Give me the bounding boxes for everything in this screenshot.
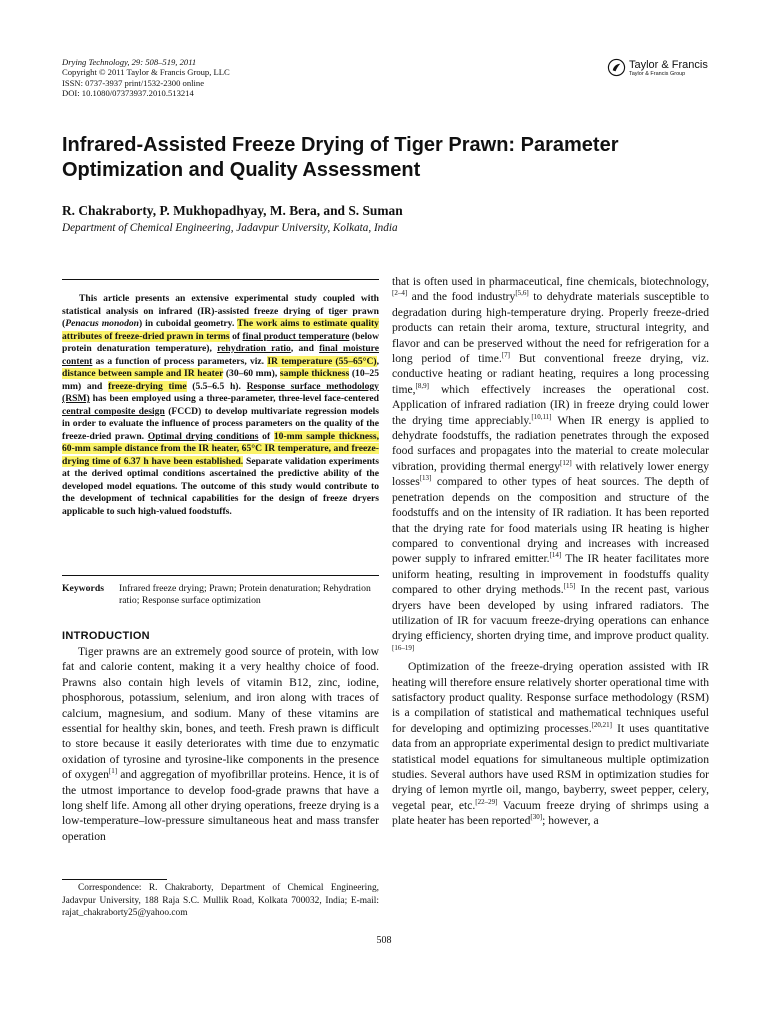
keywords xyxy=(62,583,379,607)
text-run: (FCCD) to develop multivariate regression models in order to evaluate the influence of process parameters on the quality of the freeze-dried prawn. xyxy=(62,405,379,442)
text-run: (10–25 mm) and xyxy=(62,368,380,392)
text-run: has been employed using a three-parameter, three-level face-centered xyxy=(89,393,379,404)
text-run: and aggregation of myofibrillar proteins. Hence, it is of the utmost importance to develop food-grade prawns that have a long shelf life. Among all other drying operations, freeze drying is a low-temperature–low-pressure simultaneous heat and mass transfer operation xyxy=(62,768,379,843)
text-run: freeze-drying time xyxy=(108,380,187,392)
abstract-top-rule xyxy=(62,279,379,280)
body-column-left xyxy=(62,644,379,844)
paragraph xyxy=(62,644,379,844)
paragraph xyxy=(392,274,709,659)
text-run: to dehydrate materials susceptible to degradation during high-temperature drying. Properly freeze-dried products can retain their aroma, texture, structural integrity, and flavor and can be preserved without the need for refrigeration for a long period of time. xyxy=(392,290,709,366)
text-run: This article presents an extensive experimental study coupled with statistical analysis on infrared (IR)-assisted freeze drying of tiger prawn ( xyxy=(62,293,379,329)
citation-ref: [12] xyxy=(560,459,572,468)
citation-ref: [2–4] xyxy=(392,289,408,298)
text-run: 10-mm sample thickness, 60-mm sample distance from the IR heater, 65°C IR temperature, and freeze-drying time of 6.37 h have been established. xyxy=(62,430,379,467)
section-heading-introduction: INTRODUCTION xyxy=(62,630,150,642)
text-run: sample thickness xyxy=(279,368,350,379)
citation-ref: [15] xyxy=(563,582,576,591)
abstract xyxy=(62,293,379,518)
affiliation: Department of Chemical Engineering, Jadavpur University, Kolkata, India xyxy=(62,222,398,234)
doi-line: DOI: 10.1080/07373937.2010.513214 xyxy=(62,87,194,98)
body-column-right xyxy=(392,274,709,829)
publisher-group: Taylor & Francis Group xyxy=(629,71,686,77)
citation-ref: [30] xyxy=(530,813,543,822)
text-run: ) in cuboidal geometry. xyxy=(139,318,238,329)
text-run: The work aims to estimate quality attributes of freeze-dried prawn in terms xyxy=(62,318,379,342)
author-list: R. Chakraborty, P. Mukhopadhyay, M. Bera, and S. Suman xyxy=(62,203,403,218)
text-run: (5.5–6.5 h). xyxy=(186,380,247,392)
text-run: distance between sample and IR heater xyxy=(62,368,224,379)
publisher-name: Taylor & Francis xyxy=(629,59,708,71)
keywords-text: Infrared freeze drying; Prawn; Protein denaturation; Rehydration ratio; Response surface optimization xyxy=(119,583,371,606)
text-run: and the food industry xyxy=(407,290,516,304)
citation-ref: [10,11] xyxy=(531,412,552,421)
citation-ref: [14] xyxy=(549,551,562,560)
publisher-logo-icon xyxy=(607,58,626,77)
text-run: It uses quantitative data from an appropriate experimental design to predict multivariate statistical model equations for simultaneous multiple optimization studies. Several authors have used RSM in optimization studies for drying of lemon myrtle oil, mango, bayberry, sweet pepper, celery, vegetal pear, etc. xyxy=(392,721,709,812)
text-run: final moisture content xyxy=(62,343,379,367)
text-run: , and xyxy=(290,343,320,354)
text-run: The IR heater facilitates more uniform heating, resulting in improvement in foodstuffs quality compared to other drying methods. xyxy=(392,552,709,597)
text-run: Optimization of the freeze-drying operation assisted with IR heating will therefore ensure relatively shorter operational time with satisfactory product quality. Response surface methodology (RSM) is a compilation of statistical and mathematical techniques useful for developing and optimizing processes. xyxy=(392,660,709,735)
text-run: (below protein denaturation temperature), xyxy=(62,330,380,354)
citation-ref: [13] xyxy=(419,474,432,483)
text-run: In the recent past, various dryers have been developed by using infrared radiators. The utilization of IR for vacuum freeze-drying operations can enhance drying efficiency, shorten drying time, and improve product quality. xyxy=(392,583,709,643)
article-title: Infrared-Assisted Freeze Drying of Tiger Prawn: Parameter Optimization and Quality Assessment xyxy=(62,134,619,181)
text-run: with relatively lower energy losses xyxy=(392,459,710,489)
text-run: rehydration ratio xyxy=(217,343,291,354)
text-run: of xyxy=(258,430,274,442)
issn-line: ISSN: 0737-3937 print/1532-2300 online xyxy=(62,77,205,88)
correspondence-footnote: Correspondence: R. Chakraborty, Department of Chemical Engineering, Jadavpur University, 188 Raja S.C. Mullik Road, Kolkata 700032, India; E-mail: rajat_chakraborty25@yahoo.com xyxy=(62,883,379,918)
footnote-rule xyxy=(62,879,167,880)
copyright-line: Copyright © 2011 Taylor & Francis Group, LLC xyxy=(62,67,230,78)
text-run: central composite design xyxy=(62,405,165,417)
journal-citation: Drying Technology, 29: 508–519, 2011 xyxy=(62,57,197,67)
text-run: final product temperature xyxy=(242,330,350,342)
keywords-rule xyxy=(62,575,379,576)
citation-ref: [16–19] xyxy=(392,643,415,652)
text-run: Separate validation experiments at the derived optimal conditions ascertained the predictive ability of the developed model equations. The outcome of this study would contribute to the development of technical capabilities for the design of freeze dryers applicable to such high-valued foodstuffs. xyxy=(62,455,379,517)
text-run: as a function of process parameters, viz. xyxy=(92,355,268,367)
text-run: compared to other types of heat sources. The depth of penetration depends on the composition and structure of the foodstuffs and on the intensity of IR radiation. It has been reported that the drying rate for food materials using IR heating is higher compared to conventional drying and increases with increased power supply to infrared emitter. xyxy=(392,475,709,566)
text-run: ; however, a xyxy=(542,814,599,828)
citation-ref: [8,9] xyxy=(415,381,429,390)
text-run: , xyxy=(376,355,379,367)
paragraph xyxy=(392,659,709,828)
text-run: Tiger prawns are an extremely good source of protein, with low fat and calorie content, making it a very healthy choice of food. Prawns also contain high levels of vitamin B12, zinc, iodine, phosphorous, potassium, selenium, and iron along with traces of calcium, magnesium, and sodium. Many of these vitamins are essential for healthy skin, bones, and teeth. Fresh prawn is difficult to store because it easily deteriorates with time due to enzymatic oxidation of tyrosine and tyrosine-like components in the presence of oxygen xyxy=(62,645,379,782)
text-run: IR temperature (55–65°C) xyxy=(267,355,377,367)
citation-ref: [1] xyxy=(108,767,118,776)
text-run: But conventional freeze drying, viz. conductive heating or radiant heating, requires a long processing time, xyxy=(392,352,709,396)
text-run: of xyxy=(229,330,243,342)
text-run: (30–60 mm), xyxy=(223,368,280,379)
citation-ref: [7] xyxy=(501,351,510,360)
citation-ref: [20,21] xyxy=(591,720,613,729)
keywords-label: Keywords xyxy=(62,583,104,594)
citation-ref: [22–29] xyxy=(475,797,498,806)
text-run: that is often used in pharmaceutical, fine chemicals, biotechnology, xyxy=(392,275,709,288)
journal-meta xyxy=(62,57,230,98)
text-run: Vacuum freeze drying of shrimps using a plate heater has been reported xyxy=(392,798,709,828)
publisher-logo xyxy=(607,58,711,80)
citation-ref: [5,6] xyxy=(515,289,529,298)
text-run: Penacus monodon xyxy=(65,318,140,329)
page-number: 508 xyxy=(376,935,392,946)
text-run: When IR energy is applied to dehydrate foodstuffs, the radiation penetrates through the exposed food surfaces and propagates into the material to create molecular vibration, providing thermal energy xyxy=(392,413,709,473)
text-run: which effectively increases the operational cost. Application of infrared radiation (IR) in freeze drying could lower the drying time appreciably. xyxy=(392,382,709,427)
text-run: Response surface methodology (RSM) xyxy=(62,380,379,404)
text-run: Optimal drying conditions xyxy=(147,430,259,442)
